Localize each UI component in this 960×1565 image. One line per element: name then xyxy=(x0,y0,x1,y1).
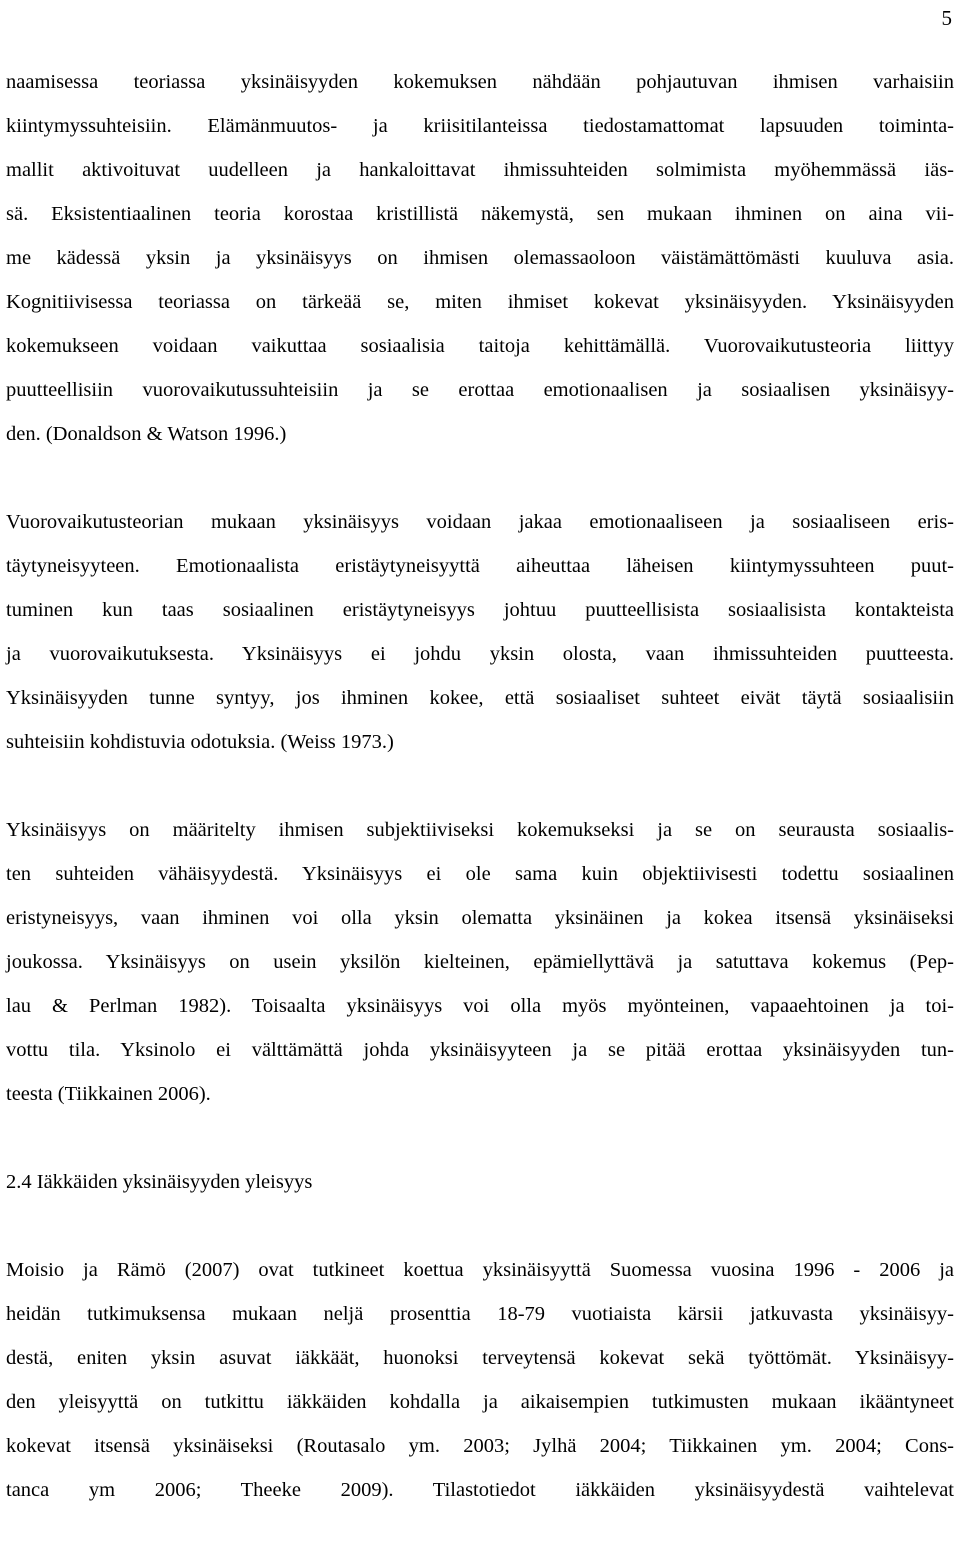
paragraph-gap xyxy=(6,1204,954,1248)
text-line: ja vuorovaikutuksesta. Yksinäisyys ei johdu yksin olosta, vaan ihmissuhteiden puutteesta. xyxy=(6,643,954,665)
paragraph-gap xyxy=(6,764,954,808)
text-line: teesta (Tiikkainen 2006). xyxy=(6,1083,211,1105)
text-line: me kädessä yksin ja yksinäisyys on ihmisen olemassaoloon väistämättömästi kuuluva asia. xyxy=(6,247,954,269)
paragraph-gap xyxy=(6,456,954,500)
text-line: suhteisiin kohdistuvia odotuksia. (Weiss 1973.) xyxy=(6,731,394,753)
text-line: mallit aktivoituvat uudelleen ja hankaloittavat ihmissuhteiden solmimista myöhemmässä iäs- xyxy=(6,159,954,181)
text-line: destä, eniten yksin asuvat iäkkäät, huonoksi terveytensä kokevat sekä työttömät. Yksinäisyy- xyxy=(6,1347,954,1369)
paragraph xyxy=(6,808,954,1116)
text-line: täytyneisyyteen. Emotionaalista eristäytyneisyyttä aiheuttaa läheisen kiintymyssuhteen puut- xyxy=(6,555,954,577)
text-line: vottu tila. Yksinolo ei välttämättä johda yksinäisyyteen ja se pitää erottaa yksinäisyyden tun- xyxy=(6,1039,954,1061)
text-line: Yksinäisyyden tunne syntyy, jos ihminen kokee, että sosiaaliset suhteet eivät täytä sosiaalisiin xyxy=(6,687,954,709)
text-line: lau & Perlman 1982). Toisaalta yksinäisyys voi olla myös myönteinen, vapaaehtoinen ja toi- xyxy=(6,995,954,1017)
text-line: Moisio ja Rämö (2007) ovat tutkineet koettua yksinäisyyttä Suomessa vuosina 1996 - 2006 ja xyxy=(6,1259,954,1281)
text-line: kokemukseen voidaan vaikuttaa sosiaalisia taitoja kehittämällä. Vuorovaikutusteoria liittyy xyxy=(6,335,954,357)
text-line: tuminen kun taas sosiaalinen eristäytyneisyys johtuu puutteellisista sosiaalisista kontakteista xyxy=(6,599,954,621)
text-line: kokevat itsensä yksinäiseksi (Routasalo ym. 2003; Jylhä 2004; Tiikkainen ym. 2004; Cons- xyxy=(6,1435,954,1457)
text-line: puutteellisiin vuorovaikutussuhteisiin ja se erottaa emotionaalisen ja sosiaalisen yksinäisyy- xyxy=(6,379,954,401)
document-body xyxy=(6,60,954,1512)
text-line: naamisessa teoriassa yksinäisyyden kokemuksen nähdään pohjautuvan ihmisen varhaisiin xyxy=(6,71,954,93)
text-line: heidän tutkimuksensa mukaan neljä prosenttia 18-79 vuotiaista kärsii jatkuvasta yksinäisyy- xyxy=(6,1303,954,1325)
text-line: joukossa. Yksinäisyys on usein yksilön kielteinen, epämiellyttävä ja satuttava kokemus (Pep- xyxy=(6,951,954,973)
text-line: eristyneisyys, vaan ihminen voi olla yksin olematta yksinäinen ja kokea itsensä yksinäiseksi xyxy=(6,907,954,929)
text-line: tanca ym 2006; Theeke 2009). Tilastotiedot iäkkäiden yksinäisyydestä vaihtelevat xyxy=(6,1479,954,1501)
paragraph xyxy=(6,60,954,456)
text-line: kiintymyssuhteisiin. Elämänmuutos- ja kriisitilanteissa tiedostamattomat lapsuuden toiminta- xyxy=(6,115,954,137)
text-line: ten suhteiden vähäisyydestä. Yksinäisyys ei ole sama kuin objektiivisesti todettu sosiaalinen xyxy=(6,863,954,885)
paragraph xyxy=(6,1248,954,1512)
paragraph xyxy=(6,500,954,764)
text-line: Yksinäisyys on määritelty ihmisen subjektiiviseksi kokemukseksi ja se on seurausta sosiaalis- xyxy=(6,819,954,841)
text-line: den yleisyyttä on tutkittu iäkkäiden kohdalla ja aikaisempien tutkimusten mukaan ikääntyneet xyxy=(6,1391,954,1413)
text-line: den. (Donaldson & Watson 1996.) xyxy=(6,423,287,445)
section-heading: 2.4 Iäkkäiden yksinäisyyden yleisyys xyxy=(6,1171,313,1193)
text-line: Kognitiivisessa teoriassa on tärkeää se, miten ihmiset kokevat yksinäisyyden. Yksinäisyyden xyxy=(6,291,954,313)
paragraph-gap xyxy=(6,1116,954,1160)
page-number: 5 xyxy=(941,6,952,30)
text-line: sä. Eksistentiaalinen teoria korostaa kristillistä näkemystä, sen mukaan ihminen on aina vii- xyxy=(6,203,954,225)
text-line: Vuorovaikutusteorian mukaan yksinäisyys voidaan jakaa emotionaaliseen ja sosiaaliseen eris- xyxy=(6,511,954,533)
